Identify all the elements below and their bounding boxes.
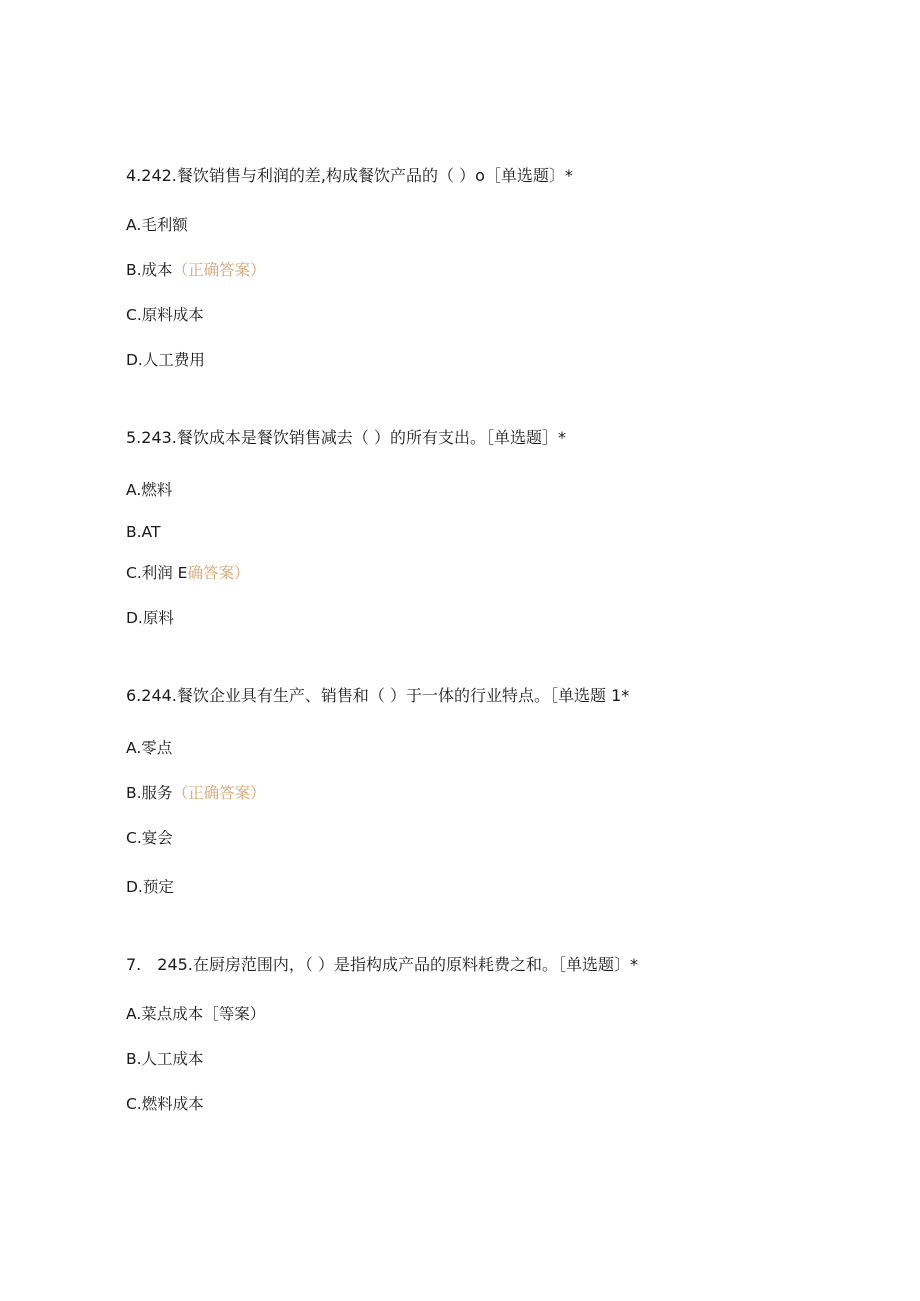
option-c[interactable]	[126, 563, 250, 583]
option-d[interactable]	[126, 877, 174, 897]
option-label: D.预定	[126, 878, 174, 896]
option-b[interactable]	[126, 783, 266, 803]
option-label: C.宴会	[126, 829, 173, 847]
option-c[interactable]	[126, 828, 173, 848]
option-label: C.燃料成本	[126, 1095, 204, 1113]
option-b[interactable]	[126, 260, 266, 280]
correct-answer-tag: 确答案）	[187, 564, 250, 582]
option-label: C.利润 E	[126, 564, 188, 582]
question-title: 6.244.餐饮企业具有生产、销售和（ ）于一体的行业特点。［单选题 1*	[126, 686, 630, 705]
question-title: 7. 245.在厨房范围内，（ ）是指构成产品的原料耗费之和。［单选题〕*	[126, 955, 638, 974]
option-a[interactable]	[126, 480, 172, 500]
correct-answer-tag: （正确答案）	[172, 261, 266, 279]
option-d[interactable]	[126, 350, 205, 370]
option-a[interactable]	[126, 215, 188, 235]
option-label: B.成本	[126, 261, 173, 279]
option-c[interactable]	[126, 305, 204, 325]
option-label: B.AT	[126, 523, 161, 541]
option-a[interactable]	[126, 1004, 265, 1024]
question-title: 4.242.餐饮销售与利润的差,构成餐饮产品的（ ）o［单选题〕*	[126, 166, 573, 185]
option-label: B.服务	[126, 784, 173, 802]
option-label: C.原料成本	[126, 306, 204, 324]
correct-answer-tag: （正确答案）	[172, 784, 266, 802]
option-c[interactable]	[126, 1094, 204, 1114]
option-label: A.菜点成本［等案）	[126, 1005, 266, 1023]
option-label: A.燃料	[126, 481, 173, 499]
option-label: D.人工费用	[126, 351, 205, 369]
option-b[interactable]	[126, 522, 160, 542]
option-d[interactable]	[126, 608, 174, 628]
option-label: A.毛利额	[126, 216, 188, 234]
option-label: B.人工成本	[126, 1050, 204, 1068]
question-title: 5.243.餐饮成本是餐饮销售减去（ ）的所有支出。［单选题］*	[126, 428, 566, 447]
option-label: D.原料	[126, 609, 174, 627]
option-b[interactable]	[126, 1049, 204, 1069]
option-label: A.零点	[126, 739, 173, 757]
option-a[interactable]	[126, 738, 172, 758]
